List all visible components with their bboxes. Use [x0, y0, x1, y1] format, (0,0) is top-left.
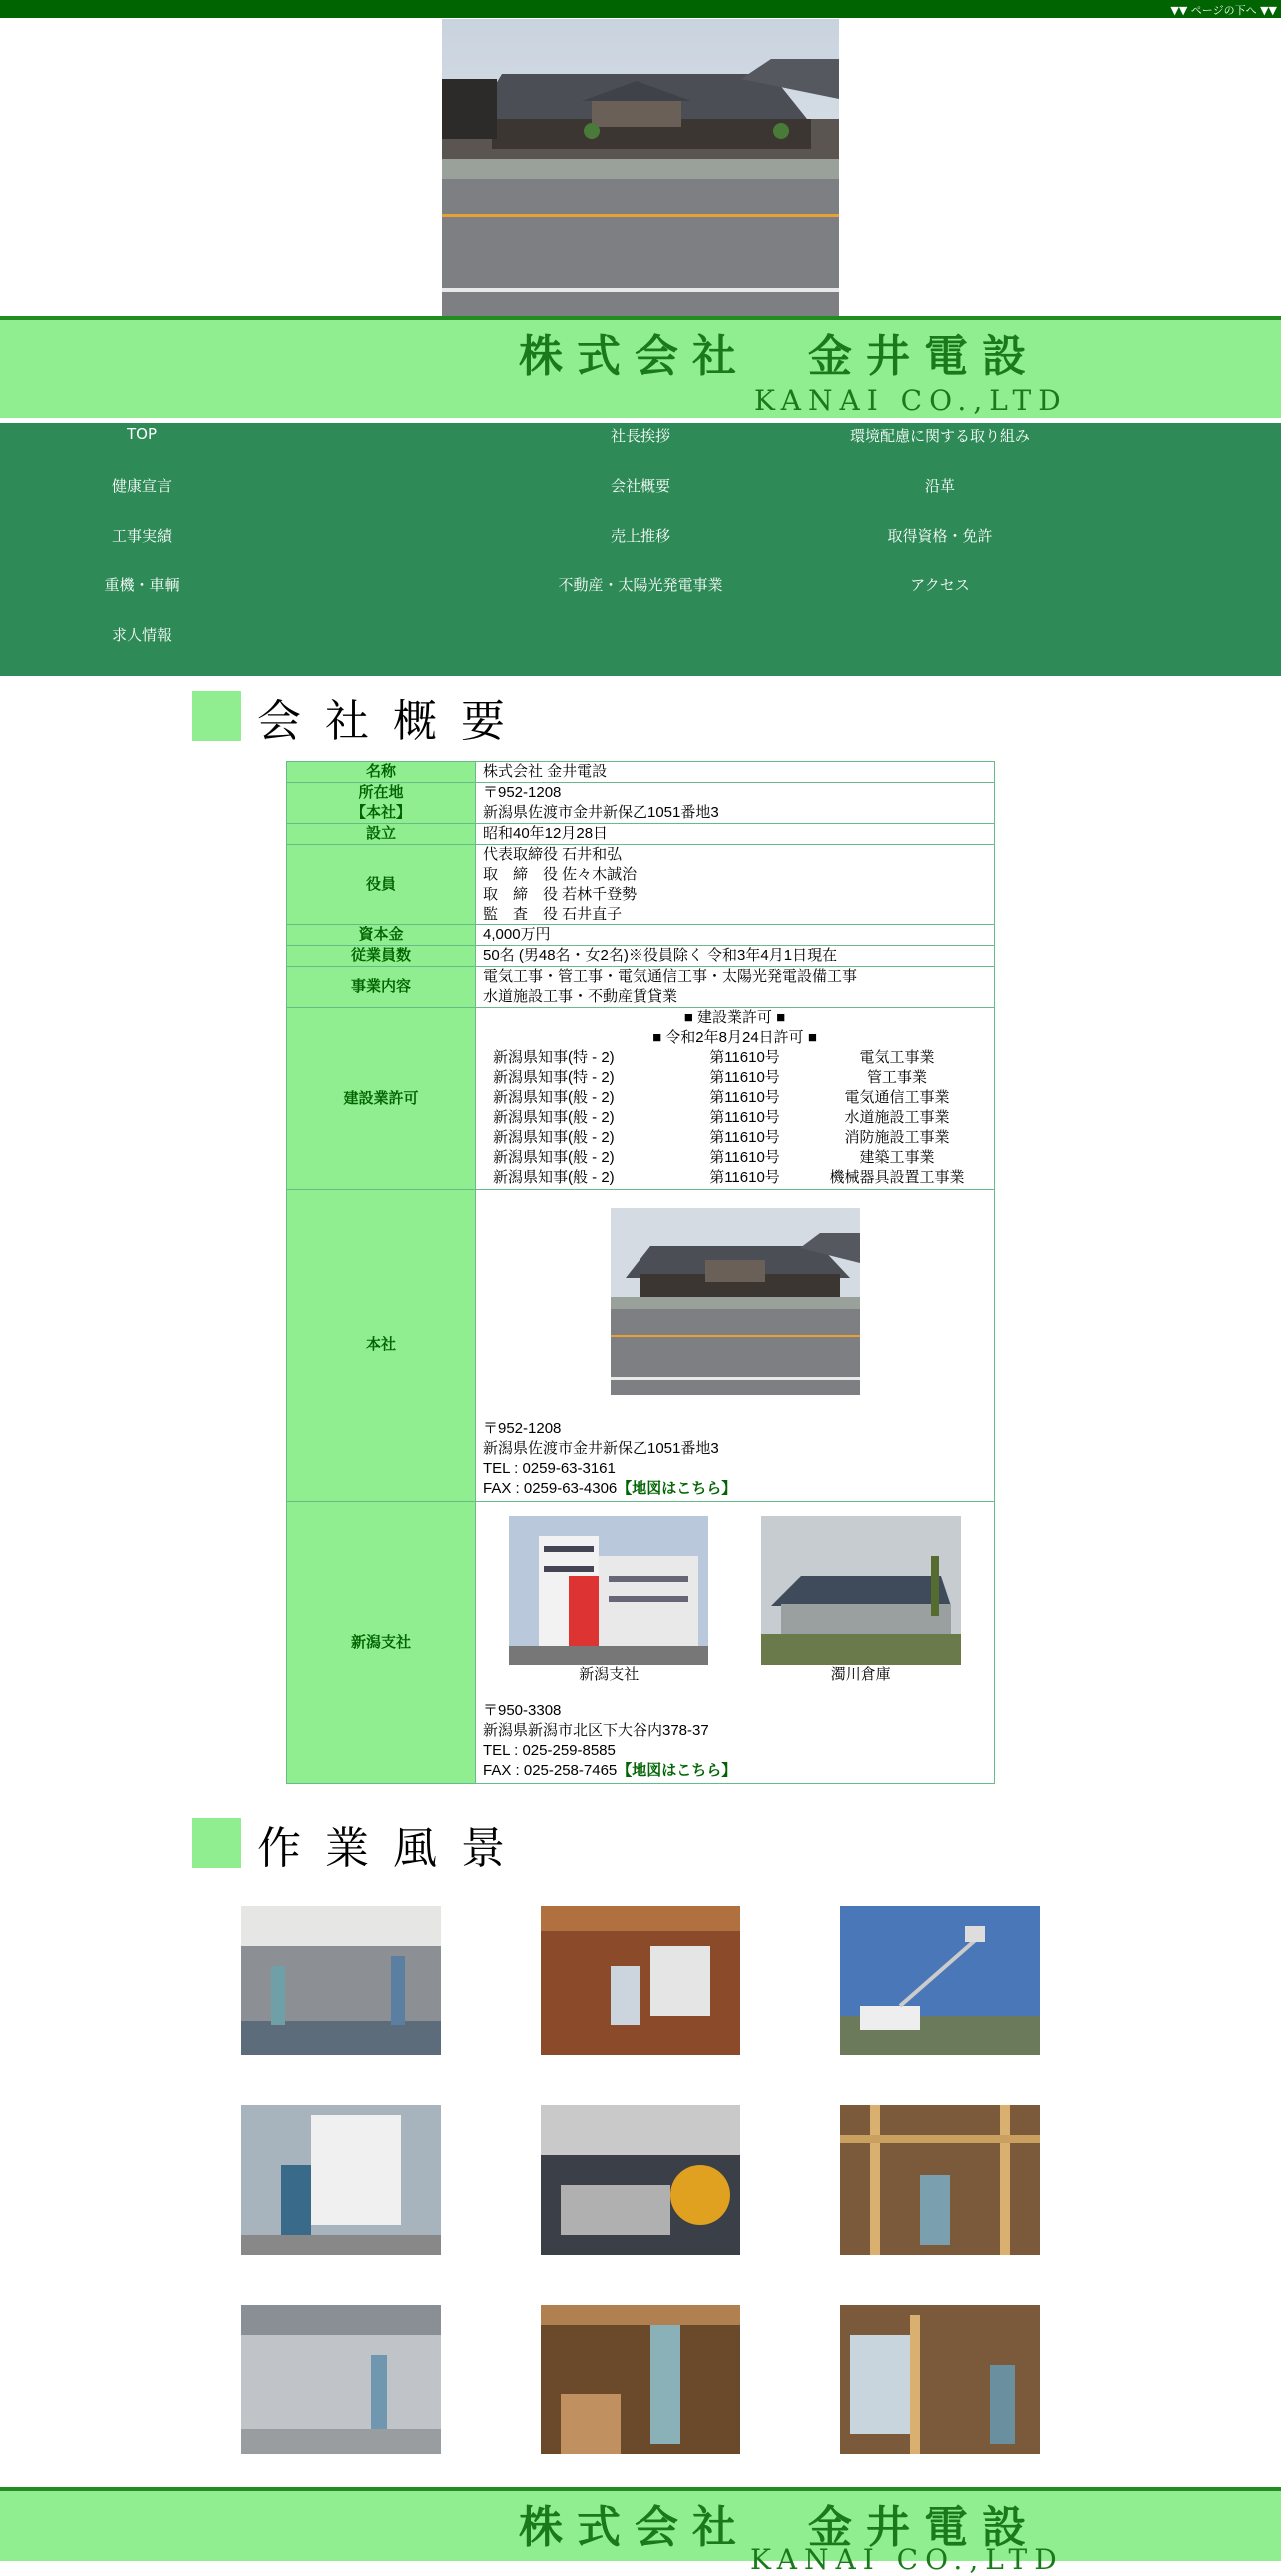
nav-health[interactable]: 健康宣言: [111, 477, 172, 495]
hq-postal: 〒952-1208: [483, 1420, 562, 1437]
license-authority: 新潟県知事(般 - 2): [493, 1089, 615, 1106]
branch-photo-block: [761, 1516, 961, 1685]
license-row: [483, 1068, 987, 1088]
license-authority: 新潟県知事(般 - 2): [493, 1149, 615, 1166]
label-address: [287, 783, 476, 824]
officer: 監 査 役 石井直子: [483, 906, 623, 922]
heading-marker: [192, 1818, 241, 1868]
license-number: 第11610号: [709, 1129, 780, 1146]
nav-vehicles[interactable]: 重機・車輌: [104, 576, 180, 594]
branch-office-photo: [509, 1516, 708, 1665]
hq-fax: FAX : 0259-63-4306: [483, 1480, 618, 1497]
business-line: 電気工事・管工事・電気通信工事・太陽光発電設備工事: [483, 968, 858, 985]
work-photo: [241, 2305, 441, 2454]
branch-fax: FAX : 025-258-7465: [483, 1762, 618, 1779]
nav-recruit[interactable]: 求人情報: [111, 626, 172, 644]
label-officers: 役員: [287, 845, 476, 925]
company-info-table: [286, 761, 995, 1784]
branch-postal: 〒950-3308: [483, 1702, 562, 1719]
work-photo: [541, 2305, 740, 2454]
license-number: 第11610号: [709, 1069, 780, 1086]
table-row: [287, 845, 995, 925]
work-photo: [840, 2105, 1040, 2255]
value-address: [476, 783, 995, 824]
license-type: 電気通信工事業: [844, 1089, 950, 1106]
license-type: 建築工事業: [859, 1149, 935, 1166]
branch-photo-block: [509, 1516, 708, 1685]
nav-company-profile[interactable]: 会社概要: [610, 477, 670, 495]
license-type: 水道施設工事業: [844, 1109, 950, 1126]
license-row: [483, 1108, 987, 1128]
license-type: 電気工事業: [859, 1049, 935, 1066]
label-business: 事業内容: [287, 967, 476, 1008]
license-date: ■ 令和2年8月24日許可 ■: [652, 1029, 817, 1046]
work-photo: [840, 1906, 1040, 2055]
footer-company-name-en: KANAI CO.,LTD: [750, 2543, 1064, 2576]
branch-photos: [483, 1516, 987, 1685]
footer-company-name-jp: 株式会社 金井電設: [519, 2502, 1040, 2553]
nav-access[interactable]: アクセス: [910, 576, 970, 594]
label-address-2: 【本社】: [350, 804, 411, 821]
value-capital: 4,000万円: [476, 925, 995, 946]
business-line: 水道施設工事・不動産賃貸業: [483, 988, 678, 1005]
table-row: [287, 1008, 995, 1190]
table-row: [287, 946, 995, 967]
nav-greeting[interactable]: 社長挨拶: [610, 427, 670, 445]
hq-photo: [611, 1208, 860, 1395]
table-row: [287, 762, 995, 783]
license-row: [483, 1168, 987, 1188]
value-officers: [476, 845, 995, 925]
nav-history[interactable]: 沿革: [924, 477, 955, 495]
label-hq: 本社: [287, 1190, 476, 1502]
nav-works[interactable]: 工事実績: [111, 527, 172, 545]
work-photo: [840, 2305, 1040, 2454]
main-navigation: [0, 423, 1281, 676]
value-license: [476, 1008, 995, 1190]
address-postal: 〒952-1208: [483, 784, 562, 801]
value-business: [476, 967, 995, 1008]
company-name-en: KANAI CO.,LTD: [754, 384, 1068, 417]
license-type: 消防施設工事業: [844, 1129, 950, 1146]
license-authority: 新潟県知事(般 - 2): [493, 1129, 615, 1146]
label-name: 名称: [287, 762, 476, 783]
address-text: 新潟県佐渡市金井新保乙1051番地3: [483, 804, 719, 821]
table-row: [287, 1190, 995, 1502]
license-authority: 新潟県知事(特 - 2): [493, 1049, 615, 1066]
officer: 代表取締役 石井和弘: [483, 846, 623, 863]
license-number: 第11610号: [709, 1169, 780, 1186]
label-employees: 従業員数: [287, 946, 476, 967]
table-row: [287, 967, 995, 1008]
company-name-jp: 株式会社 金井電設: [519, 331, 1040, 382]
license-number: 第11610号: [709, 1109, 780, 1126]
warehouse-caption: 濁川倉庫: [830, 1666, 891, 1683]
license-authority: 新潟県知事(般 - 2): [493, 1109, 615, 1126]
license-title: ■ 建設業許可 ■: [683, 1009, 786, 1026]
heading-marker: [192, 691, 241, 741]
license-row: [483, 1128, 987, 1148]
nav-qualifications[interactable]: 取得資格・免許: [887, 527, 993, 545]
label-branch: 新潟支社: [287, 1502, 476, 1784]
license-authority: 新潟県知事(般 - 2): [493, 1169, 615, 1186]
label-capital: 資本金: [287, 925, 476, 946]
branch-address: 新潟県新潟市北区下大谷内378-37: [483, 1722, 709, 1739]
nav-environment[interactable]: 環境配慮に関する取り組み: [849, 427, 1030, 445]
hq-tel: TEL : 0259-63-3161: [483, 1460, 616, 1477]
officer: 取 締 役 若林千登勢: [483, 886, 638, 903]
label-license: 建設業許可: [287, 1008, 476, 1190]
label-address-1: 所在地: [358, 784, 404, 801]
footer-banner: [0, 2487, 1281, 2576]
section-title-company: 会社概要: [257, 696, 529, 747]
table-row: [287, 783, 995, 824]
branch-office-caption: 新潟支社: [579, 1666, 640, 1683]
work-photo: [241, 1906, 441, 2055]
table-row: [287, 925, 995, 946]
license-type: 管工事業: [866, 1069, 927, 1086]
license-row: [483, 1088, 987, 1108]
hq-map-link[interactable]: 【地図はこちら】: [617, 1480, 737, 1497]
value-hq: [476, 1190, 995, 1502]
branch-tel: TEL : 025-259-8585: [483, 1742, 616, 1759]
work-photo: [241, 2105, 441, 2255]
branch-map-link[interactable]: 【地図はこちら】: [617, 1762, 737, 1779]
scroll-to-bottom-link[interactable]: ▼▼ ページの下へ ▼▼: [1170, 4, 1277, 17]
work-photo: [541, 2105, 740, 2255]
value-founded: 昭和40年12月28日: [476, 824, 995, 845]
license-number: 第11610号: [709, 1149, 780, 1166]
hq-address: 新潟県佐渡市金井新保乙1051番地3: [483, 1440, 719, 1457]
nav-top[interactable]: TOP: [126, 425, 157, 443]
nav-sales[interactable]: 売上推移: [610, 527, 670, 545]
license-row: [483, 1148, 987, 1168]
value-branch: [476, 1502, 995, 1784]
license-authority: 新潟県知事(特 - 2): [493, 1069, 615, 1086]
table-row: [287, 1502, 995, 1784]
table-row: [287, 824, 995, 845]
warehouse-photo: [761, 1516, 961, 1665]
top-bar: [0, 0, 1281, 18]
nav-real-estate-solar[interactable]: 不動産・太陽光発電事業: [558, 576, 723, 594]
company-banner: [0, 316, 1281, 418]
label-founded: 設立: [287, 824, 476, 845]
value-employees: 50名 (男48名・女2名)※役員除く 令和3年4月1日現在: [476, 946, 995, 967]
license-number: 第11610号: [709, 1089, 780, 1106]
officer: 取 締 役 佐々木誠治: [483, 866, 638, 883]
license-row: [483, 1048, 987, 1068]
value-name: 株式会社 金井電設: [476, 762, 995, 783]
section-title-work: 作業風景: [257, 1823, 529, 1874]
headquarters-hero-photo: [442, 19, 839, 316]
work-photo: [541, 1906, 740, 2055]
license-type: 機械器具設置工事業: [829, 1169, 965, 1186]
license-number: 第11610号: [709, 1049, 780, 1066]
